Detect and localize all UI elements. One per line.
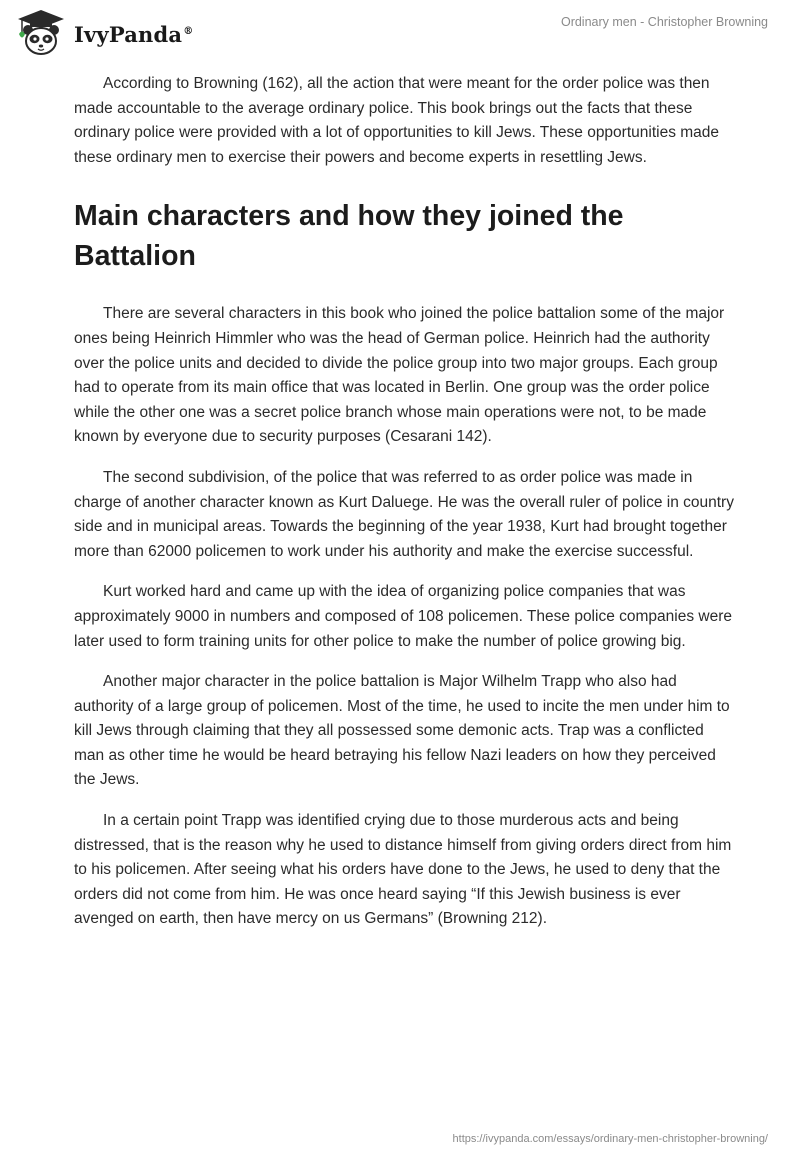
logo-wordmark: IvyPanda®	[74, 21, 194, 47]
paragraph: According to Browning (162), all the action that were meant for the order police was then made accountable to the average ordinary police. This book brings out the facts that these ordinary police were provided with a lot of opportunities to kill Jews. These opportunities made these ordinary men to exercise their powers and become experts in resettling Jews.	[74, 75, 720, 166]
footer-url[interactable]: https://ivypanda.com/essays/ordinary-men-christopher-browning/	[452, 1133, 768, 1145]
paragraph: Another major character in the police battalion is Major Wilhelm Trapp who also had authority of a large group of policemen. Most of the time, he used to incite the men under him to kill Jews through claiming that they all possessed some demonic acts. Trap was a conflicted man as other time he would be heard betraying his fellow Nazi leaders on how they perceived the Jews.	[74, 673, 730, 789]
panda-graduate-icon	[14, 8, 68, 58]
essay-body	[74, 72, 734, 948]
paragraph: In a certain point Trapp was identified crying due to those murderous acts and being distressed, that is the reason why he used to distance himself from giving orders direct from him to his policemen. After seeing what his orders have done to the Jews, he used to deny that the orders did not come from him. He was once heard saying “If this Jewish business is ever avenged on earth, then have mercy on us Germans” (Browning 212).	[74, 812, 732, 928]
paragraph: Kurt worked hard and came up with the idea of organizing police companies that was approximately 9000 in numbers and composed of 108 policemen. These police companies were later used to form training units for other police to make the number of police growing big.	[74, 583, 732, 650]
paragraph: There are several characters in this book who joined the police battalion some of the major ones being Heinrich Himmler who was the head of German police. Heinrich had the authority over the police units and decided to divide the police group into two major groups. Each group had to operate from its main office that was located in Berlin. One group was the order police while the other one was a secret police branch whose main operations were not, to be made known by everyone due to security purposes (Cesarani 142).	[74, 305, 725, 446]
section-heading: Main characters and how they joined the Battalion	[74, 200, 624, 273]
document-title: Ordinary men - Christopher Browning	[560, 15, 768, 29]
ivypanda-logo[interactable]	[14, 8, 193, 58]
paragraph: The second subdivision, of the police that was referred to as order police was made in charge of another character known as Kurt Daluege. He was the overall ruler of police in country side and in municipal areas. Towards the beginning of the year 1938, Kurt had brought together more than 62000 policemen to work under his authority and make the exercise successful.	[74, 468, 734, 560]
